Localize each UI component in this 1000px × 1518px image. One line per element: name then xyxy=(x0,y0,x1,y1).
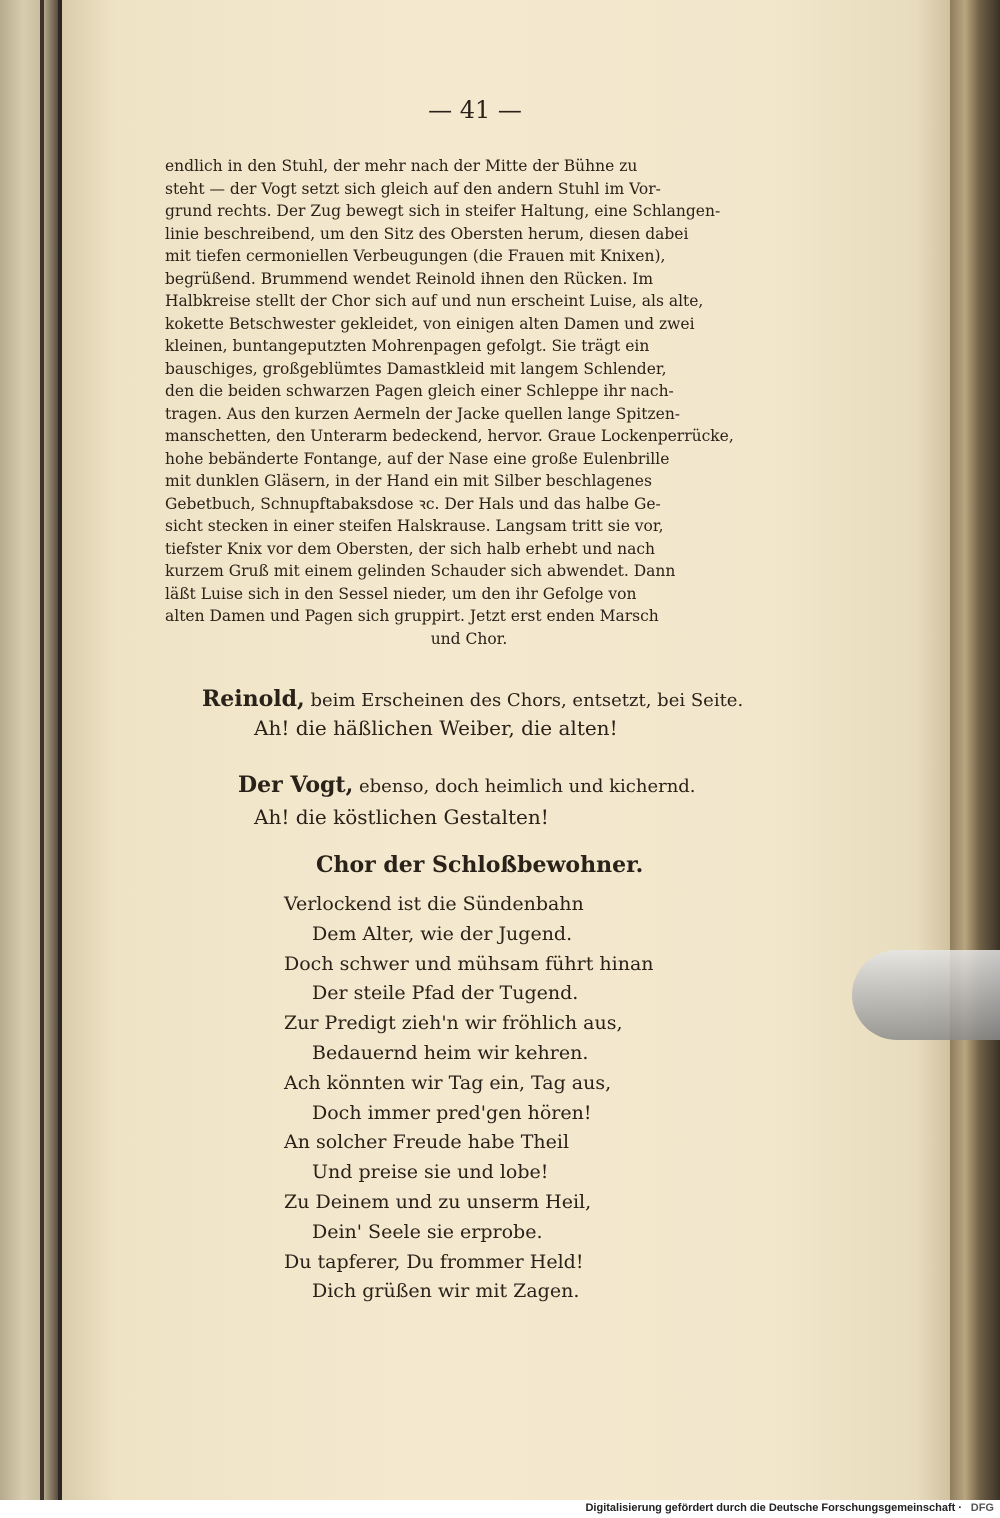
prose-line: tiefster Knix vor dem Obersten, der sich halb erhebt und nach xyxy=(165,539,656,558)
prose-line: bauschiges, großgeblümtes Damastkleid mit langem Schlender, xyxy=(165,359,667,378)
verse-line: Zur Predigt zieh'n wir fröhlich aus, xyxy=(284,1012,623,1035)
page-stack-edge xyxy=(950,0,1000,1500)
prose-line: begrüßend. Brummend wendet Reinold ihnen den Rücken. Im xyxy=(165,269,654,288)
speaker-reinold xyxy=(202,686,743,712)
prose-line: mit dunklen Gläsern, in der Hand ein mit Silber beschlagenes xyxy=(165,472,652,490)
dialogue-line: Ah! die häßlichen Weiber, die alten! xyxy=(254,716,618,740)
prose-line: sicht stecken in einer steifen Halskrause. Langsam tritt sie vor, xyxy=(165,517,664,535)
chorus-verse xyxy=(284,890,654,1307)
prose-line: alten Damen und Pagen sich gruppirt. Jetzt erst enden Marsch xyxy=(165,607,659,625)
chorus-heading: Chor der Schloßbewohner. xyxy=(316,852,644,878)
dfg-logo: DFG xyxy=(970,1502,994,1514)
prose-line: steht — der Vogt setzt sich gleich auf den andern Stuhl im Vor- xyxy=(165,179,661,198)
prose-line: kokette Betschwester gekleidet, von einigen alten Damen und zwei xyxy=(165,314,695,333)
verse-line: Dem Alter, wie der Jugend. xyxy=(312,922,573,945)
prose-line: kleinen, buntangeputzten Mohrenpagen gefolgt. Sie trägt ein xyxy=(165,337,650,355)
prose-line: manschetten, den Unterarm bedeckend, hervor. Graue Lockenperrücke, xyxy=(165,427,734,445)
page-holder-clamp xyxy=(852,950,1000,1040)
speaker-vogt xyxy=(238,772,696,798)
prose-line: Gebetbuch, Schnupftabaksdose ꝛc. Der Hals und das halbe Ge- xyxy=(165,494,661,513)
prose-line: grund rechts. Der Zug bewegt sich in steifer Haltung, eine Schlangen- xyxy=(165,202,721,220)
verse-line: Doch schwer und mühsam führt hinan xyxy=(284,952,654,975)
verse-line: Du tapferer, Du frommer Held! xyxy=(284,1250,584,1273)
stage-direction: ebenso, doch heimlich und kichernd. xyxy=(359,776,696,797)
funding-credit: Digitalisierung gefördert durch die Deutsche Forschungsgemeinschaft · xyxy=(585,1502,962,1514)
prose-line: Halbkreise stellt der Chor sich auf und nun erscheint Luise, als alte, xyxy=(165,292,704,310)
prose-line: und Chor. xyxy=(430,629,508,648)
prose-line: hohe bebänderte Fontange, auf der Nase eine große Eulenbrille xyxy=(165,449,670,468)
prose-line: endlich in den Stuhl, der mehr nach der Mitte der Bühne zu xyxy=(165,157,638,175)
prose-line: den die beiden schwarzen Pagen gleich einer Schleppe ihr nach- xyxy=(165,382,674,400)
verse-line: Dich grüßen wir mit Zagen. xyxy=(312,1280,580,1303)
verse-line: Zu Deinem und zu unserm Heil, xyxy=(284,1190,592,1213)
dialogue-line: Ah! die köstlichen Gestalten! xyxy=(254,805,549,829)
prose-line: tragen. Aus den kurzen Aermeln der Jacke quellen lange Spitzen- xyxy=(165,404,681,423)
digitization-footer xyxy=(0,1500,1000,1518)
stage-direction: beim Erscheinen des Chors, entsetzt, bei Seite. xyxy=(310,690,744,711)
speaker-name: Der Vogt, xyxy=(238,772,354,798)
prose-line: linie beschreibend, um den Sitz des Obersten herum, diesen dabei xyxy=(165,224,689,243)
verse-line: Doch immer pred'gen hören! xyxy=(312,1101,592,1124)
left-page-edge xyxy=(0,0,58,1500)
verse-line: Ach könnten wir Tag ein, Tag aus, xyxy=(284,1071,612,1094)
prose-line: mit tiefen cermoniellen Verbeugungen (die Frauen mit Knixen), xyxy=(165,247,666,265)
verse-line: Bedauernd heim wir kehren. xyxy=(312,1041,589,1064)
speaker-name: Reinold, xyxy=(202,686,305,712)
verse-line: Dein' Seele sie erprobe. xyxy=(312,1220,543,1243)
prose-line: kurzem Gruß mit einem gelinden Schauder sich abwendet. Dann xyxy=(165,562,676,580)
verse-line: An solcher Freude habe Theil xyxy=(284,1131,570,1154)
page-number: — 41 — xyxy=(428,96,522,124)
prose-line: läßt Luise sich in den Sessel nieder, um den ihr Gefolge von xyxy=(165,584,637,603)
verse-line: Verlockend ist die Sündenbahn xyxy=(284,893,584,915)
stage-direction-paragraph xyxy=(165,155,773,650)
verse-line: Und preise sie und lobe! xyxy=(312,1161,549,1184)
verse-line: Der steile Pfad der Tugend. xyxy=(312,982,579,1005)
